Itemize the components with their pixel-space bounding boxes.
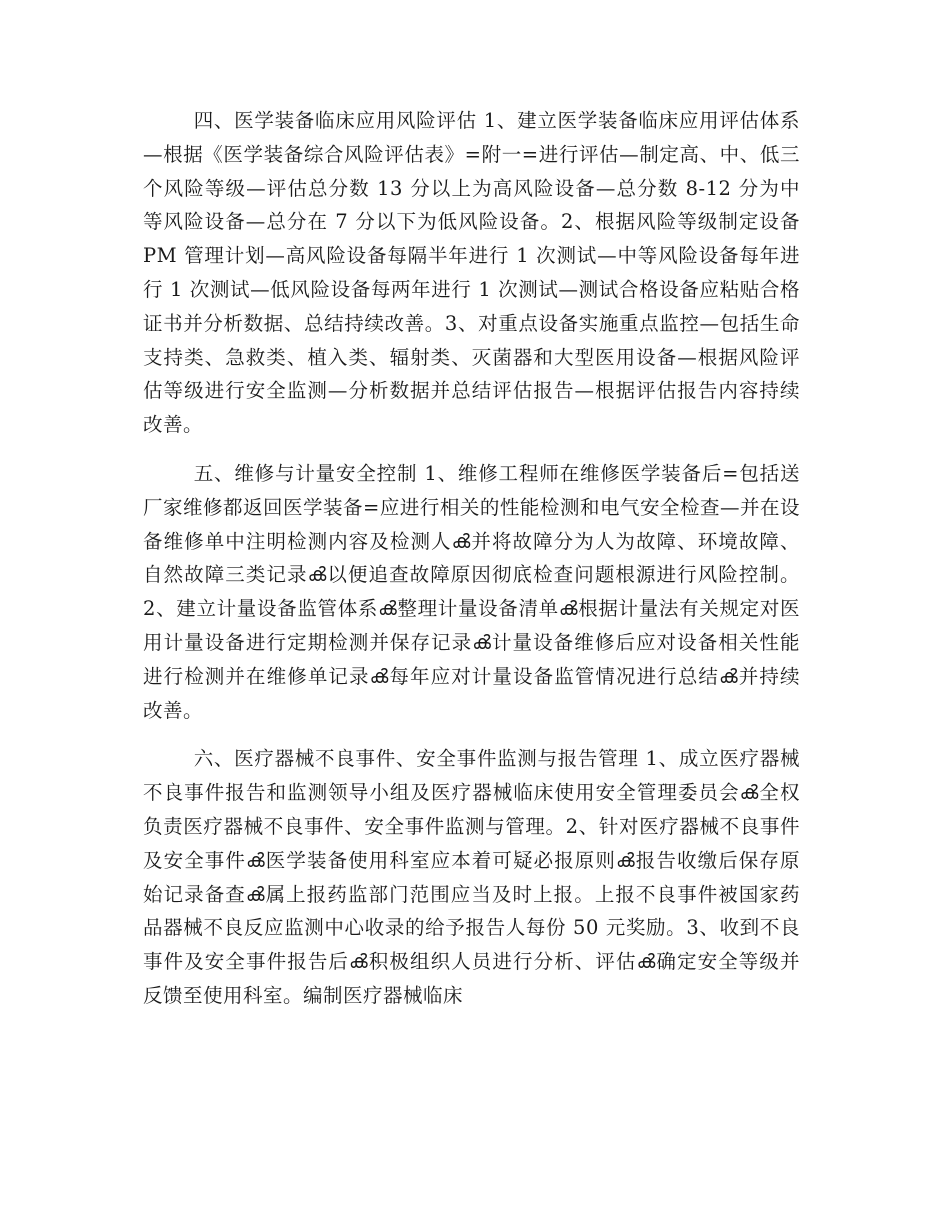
paragraph-adverse-events: 六、医疗器械不良事件、安全事件监测与报告管理 1、成立医疗器械不良事件报告和监测领导小组及医疗器械临床使用安全管理委员会ൿ全权负责医疗器械不良事件、安全事件监测与管理。2、针对医疗器械不良事件及安全事件ൿ医学装备使用科室应本着可疑必报原则ൿ报告收缴后保存原始记录备查ൿ属上报药监部门范围应当及时上报。上报不良事件被国家药品器械不良反应监测中心收录的给予报告人每份 50 元奖励。3、收到不良事件及安全事件报告后ൿ积极组织人员进行分析、评估ൿ确定安全等级并反馈至使用科室。编制医疗器械临床 [143,747,800,1007]
paragraph-risk-assessment: 四、医学装备临床应用风险评估 1、建立医学装备临床应用评估体系—根据《医学装备综合风险评估表》=附一=进行评估—制定高、中、低三个风险等级—评估总分数 13 分以上为高风险设备—总分数 8-12 分为中等风险设备—总分在 7 分以下为低风险设备。2、根据风险等级制定设备 PM 管理计划—高风险设备每隔半年进行 1 次测试—中等风险设备每年进行 1 次测试—低风险设备每两年进行 1 次测试—测试合格设备应粘贴合格证书并分析数据、总结持续改善。3、对重点设备实施重点监控—包括生命支持类、急救类、植入类、辐射类、灭菌器和大型医用设备—根据风险评估等级进行安全监测—分析数据并总结评估报告—根据评估报告内容持续改善。 [143,109,800,437]
paragraph-repair-metrology: 五、维修与计量安全控制 1、维修工程师在维修医学装备后=包括送厂家维修都返回医学装备=应进行相关的性能检测和电气安全检查—并在设备维修单中注明检测内容及检测人ൿ并将故障分为人为故障、环境故障、自然故障三类记录ൿ以便追查故障原因彻底检查问题根源进行风险控制。2、建立计量设备监管体系ൿ整理计量设备清单ൿ根据计量法有关规定对医用计量设备进行定期检测并保存记录ൿ计量设备维修后应对设备相关性能进行检测并在维修单记录ൿ每年应对计量设备监管情况进行总结ൿ并持续改善。 [143,461,800,722]
